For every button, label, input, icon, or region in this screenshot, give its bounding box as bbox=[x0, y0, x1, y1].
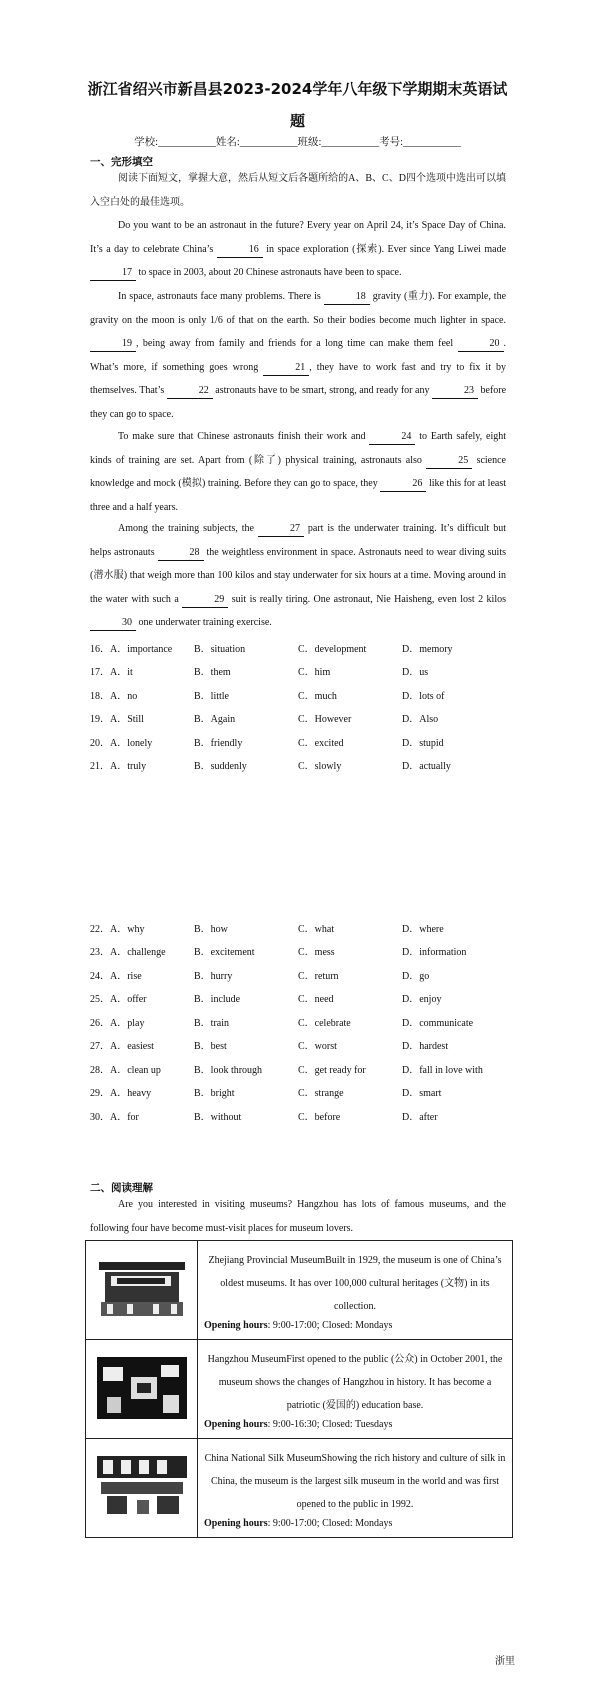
option-d[interactable]: D．where bbox=[402, 924, 444, 935]
option-c[interactable]: C．strange bbox=[298, 1088, 344, 1099]
table-row bbox=[86, 1439, 513, 1538]
question-18-options bbox=[90, 687, 510, 703]
option-b[interactable]: B．how bbox=[194, 924, 228, 935]
section2-heading: 二、阅读理解 bbox=[90, 1182, 153, 1194]
question-30-options bbox=[90, 1108, 510, 1124]
option-d[interactable]: D．stupid bbox=[402, 738, 444, 749]
option-d[interactable]: D．memory bbox=[402, 644, 453, 655]
question-24-options bbox=[90, 967, 510, 983]
option-a[interactable]: 16．A．importance bbox=[90, 644, 173, 655]
blank-25[interactable]: 25 bbox=[426, 454, 472, 469]
option-d[interactable]: D．after bbox=[402, 1112, 438, 1123]
option-d[interactable]: D．fall in love with bbox=[402, 1065, 483, 1076]
option-c[interactable]: C．need bbox=[298, 994, 334, 1005]
opening-hours: Opening hours: 9:00-17:00; Closed: Mondays bbox=[204, 1320, 393, 1331]
option-b[interactable]: B．excitement bbox=[194, 947, 255, 958]
blank-24[interactable]: 24 bbox=[369, 430, 415, 445]
option-c[interactable]: C．return bbox=[298, 971, 339, 982]
section2-intro: Are you interested in visiting museums? Hangzhou has lots of famous museums, and the following four have become must-visit places for museum lovers. bbox=[90, 1199, 506, 1234]
blank-20[interactable]: 20 bbox=[458, 337, 504, 352]
question-29-options bbox=[90, 1084, 510, 1100]
question-23-options bbox=[90, 943, 510, 959]
option-c[interactable]: C．However bbox=[298, 714, 352, 725]
museum-description-cell bbox=[198, 1340, 513, 1439]
option-b[interactable]: B．without bbox=[194, 1112, 242, 1123]
option-b[interactable]: B．them bbox=[194, 667, 231, 678]
option-c[interactable]: C．him bbox=[298, 667, 331, 678]
option-c[interactable]: C．excited bbox=[298, 738, 344, 749]
blank-18[interactable]: 18 bbox=[324, 290, 370, 305]
question-21-options bbox=[90, 757, 510, 773]
museum-photo-cell bbox=[86, 1340, 198, 1439]
option-a[interactable]: 21．A．truly bbox=[90, 761, 147, 772]
option-d[interactable]: D．information bbox=[402, 947, 467, 958]
option-a[interactable]: 25．A．offer bbox=[90, 994, 147, 1005]
passage-paragraph-2: In space, astronauts face many problems. There is 18 gravity (重力). For example, the gravity on the moon is only 1/6 of that on the earth. So their bodies become much lighter in space. 19 , being away from family and friends for a long time can make them feel 20 . What’s more, if something goes wrong 21 , they have to work fast and try to fix it by themselves. That’s 22 astronauts have to be smart, strong, and ready for any 23 before they can go to space. bbox=[90, 291, 507, 420]
section1-instruction: 阅读下面短文，掌握大意，然后从短文后各题所给的A、B、C、D四个选项中选出可以填入空白处的最佳选项。 bbox=[90, 173, 506, 208]
option-a[interactable]: 29．A．heavy bbox=[90, 1088, 152, 1099]
page-footer: 浙里 bbox=[495, 1656, 515, 1667]
option-b[interactable]: B．include bbox=[194, 994, 241, 1005]
blank-29[interactable]: 29 bbox=[182, 593, 228, 608]
museum-description: Hangzhou MuseumFirst opened to the public (公众) in October 2001, the museum shows the changes of Hangzhou in history. It has become a patriotic (爱国的) education base. bbox=[207, 1354, 503, 1411]
option-d[interactable]: D．actually bbox=[402, 761, 451, 772]
option-b[interactable]: B．friendly bbox=[194, 738, 243, 749]
option-a[interactable]: 30．A．for bbox=[90, 1112, 139, 1123]
option-c[interactable]: C．development bbox=[298, 644, 367, 655]
option-c[interactable]: C．mess bbox=[298, 947, 335, 958]
option-a[interactable]: 17．A．it bbox=[90, 667, 133, 678]
opening-hours: Opening hours: 9:00-16:30; Closed: Tuesdays bbox=[204, 1419, 393, 1430]
museum-description-cell bbox=[198, 1439, 513, 1538]
option-b[interactable]: B．train bbox=[194, 1018, 229, 1029]
question-19-options bbox=[90, 710, 510, 726]
passage-paragraph-3: To make sure that Chinese astronauts finish their work and 24 to Earth safely, eight kinds of training are set. Apart from (除了) physical training, astronauts also 25 science knowledge and mock (模拟) training. Before they can go to space, they 26 like this for at least three and a half years. bbox=[90, 431, 507, 513]
blank-26[interactable]: 26 bbox=[380, 477, 426, 492]
option-b[interactable]: B．hurry bbox=[194, 971, 233, 982]
museum-description: China National Silk MuseumShowing the rich history and culture of silk in China, the museum is the largest silk museum in the world and was first opened to the public in 1992. bbox=[204, 1453, 506, 1510]
question-22-options bbox=[90, 920, 510, 936]
option-c[interactable]: C．worst bbox=[298, 1041, 337, 1052]
option-b[interactable]: B．look through bbox=[194, 1065, 263, 1076]
option-d[interactable]: D．hardest bbox=[402, 1041, 449, 1052]
blank-23[interactable]: 23 bbox=[432, 384, 478, 399]
option-d[interactable]: D．lots of bbox=[402, 691, 445, 702]
option-a[interactable]: 18．A．no bbox=[90, 691, 138, 702]
option-a[interactable]: 20．A．lonely bbox=[90, 738, 153, 749]
blank-21[interactable]: 21 bbox=[263, 361, 309, 376]
option-b[interactable]: B．best bbox=[194, 1041, 227, 1052]
option-c[interactable]: C．celebrate bbox=[298, 1018, 351, 1029]
option-a[interactable]: 27．A．easiest bbox=[90, 1041, 154, 1052]
question-26-options bbox=[90, 1014, 510, 1030]
question-25-options bbox=[90, 990, 510, 1006]
option-a[interactable]: 22．A．why bbox=[90, 924, 145, 935]
option-c[interactable]: C．what bbox=[298, 924, 335, 935]
question-20-options bbox=[90, 734, 510, 750]
question-16-options bbox=[90, 640, 510, 656]
option-c[interactable]: C．slowly bbox=[298, 761, 342, 772]
museum-photo bbox=[97, 1456, 187, 1518]
table-row bbox=[86, 1340, 513, 1439]
option-a[interactable]: 28．A．clean up bbox=[90, 1065, 161, 1076]
option-d[interactable]: D．Also bbox=[402, 714, 439, 725]
option-d[interactable]: D．enjoy bbox=[402, 994, 442, 1005]
museum-photo bbox=[97, 1357, 187, 1419]
option-c[interactable]: C．get ready for bbox=[298, 1065, 366, 1076]
passage-paragraph-4: Among the training subjects, the 27 part is the underwater training. It’s difficult but helps astronauts 28 the weightless environment in space. Astronauts need to wear diving suits (潜水服) that weigh more than 100 kilos and stay underwater for six hours at a time. Moving around in the water with such a 29 suit is really tiring. One astronaut, Nie Haisheng, even lost 2 kilos 30 one underwater training exercise. bbox=[90, 517, 506, 635]
question-17-options bbox=[90, 663, 510, 679]
museum-description-cell bbox=[198, 1241, 513, 1340]
opening-hours: Opening hours: 9:00-17:00; Closed: Mondays bbox=[204, 1518, 393, 1529]
blank-19[interactable]: 19 bbox=[90, 337, 136, 352]
option-a[interactable]: 23．A．challenge bbox=[90, 947, 166, 958]
option-a[interactable]: 19．A．Still bbox=[90, 714, 144, 725]
question-27-options bbox=[90, 1037, 510, 1053]
blank-22[interactable]: 22 bbox=[167, 384, 213, 399]
museum-description: Zhejiang Provincial MuseumBuilt in 1929, the museum is one of China’s oldest museums. It has over 100,000 cultural heritages (文物) in its collection. bbox=[208, 1255, 502, 1312]
student-info-line: 学校:___________姓名:___________班级:___________考号:___________ bbox=[134, 137, 461, 148]
option-d[interactable]: D．smart bbox=[402, 1088, 442, 1099]
document-title-line2: 题 bbox=[289, 112, 305, 130]
blank-28[interactable]: 28 bbox=[158, 546, 204, 561]
option-a[interactable]: 24．A．rise bbox=[90, 971, 142, 982]
blank-30[interactable]: 30 bbox=[90, 616, 136, 631]
blank-16[interactable]: 16 bbox=[217, 243, 263, 258]
blank-17[interactable]: 17 bbox=[90, 266, 136, 281]
option-d[interactable]: D．us bbox=[402, 667, 429, 678]
option-c[interactable]: C．much bbox=[298, 691, 337, 702]
option-b[interactable]: B．situation bbox=[194, 644, 246, 655]
museum-photo-cell bbox=[86, 1439, 198, 1538]
museum-photo bbox=[97, 1258, 187, 1320]
option-b[interactable]: B．Again bbox=[194, 714, 236, 725]
blank-27[interactable]: 27 bbox=[258, 522, 304, 537]
section1-heading: 一、完形填空 bbox=[90, 156, 153, 168]
option-c[interactable]: C．before bbox=[298, 1112, 341, 1123]
museum-photo-cell bbox=[86, 1241, 198, 1340]
document-title-line1: 浙江省绍兴市新昌县2023-2024学年八年级下学期期末英语试 bbox=[87, 80, 508, 98]
option-b[interactable]: B．little bbox=[194, 691, 229, 702]
option-b[interactable]: B．bright bbox=[194, 1088, 235, 1099]
passage-paragraph-1: Do you want to be an astronaut in the future? Every year on April 24, it’s Space Day of China. It’s a day to celebrate China’s 16 in space exploration (探索). Ever since Yang Liwei made 17 to space in 2003, about 20 Chinese astronauts have been to space. bbox=[90, 214, 506, 285]
option-d[interactable]: D．communicate bbox=[402, 1018, 474, 1029]
museum-table bbox=[85, 1240, 513, 1538]
option-a[interactable]: 26．A．play bbox=[90, 1018, 145, 1029]
option-d[interactable]: D．go bbox=[402, 971, 430, 982]
option-b[interactable]: B．suddenly bbox=[194, 761, 247, 772]
table-row bbox=[86, 1241, 513, 1340]
question-28-options bbox=[90, 1061, 510, 1077]
